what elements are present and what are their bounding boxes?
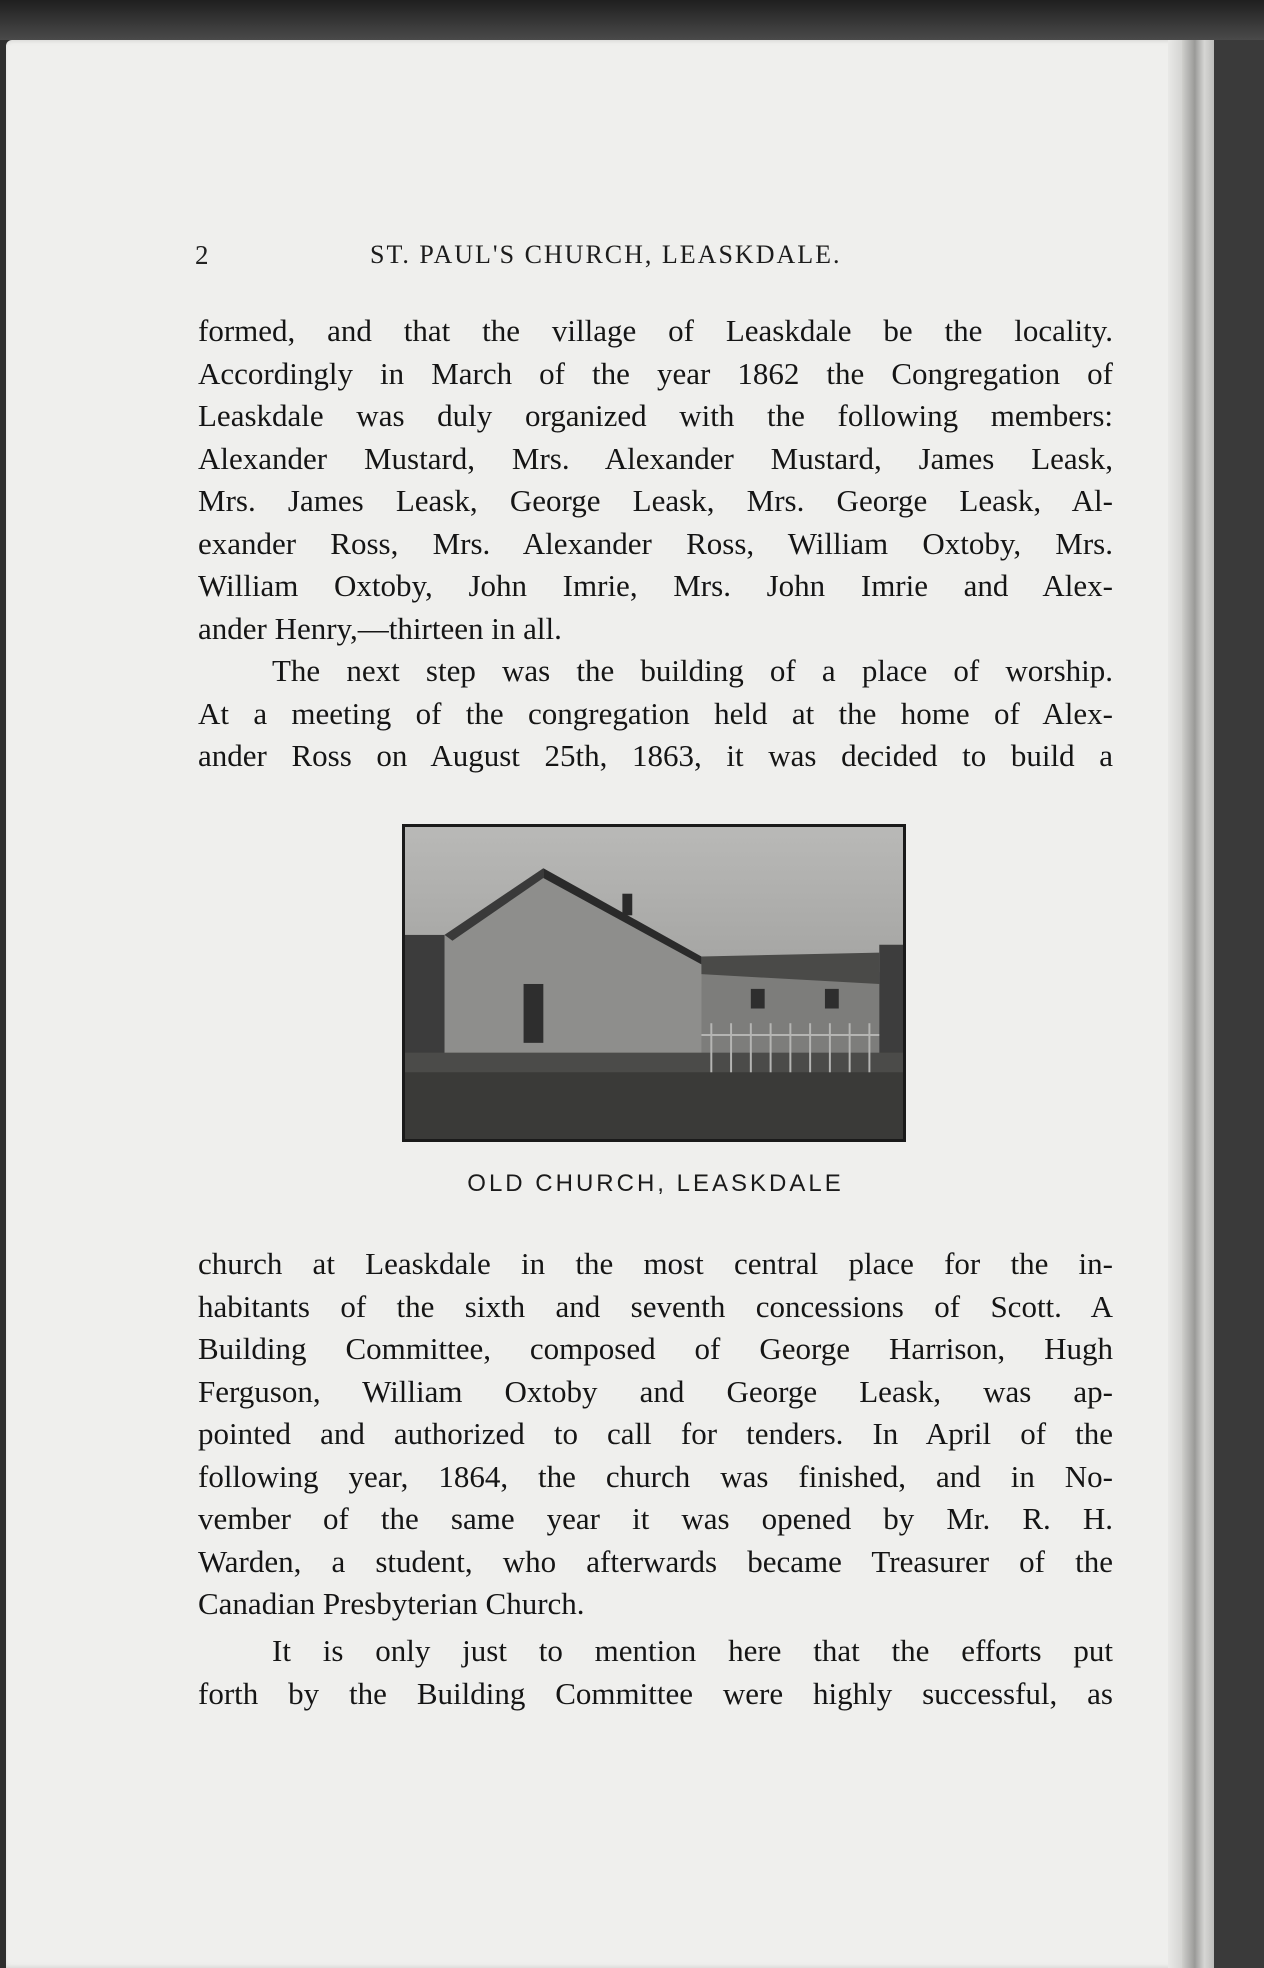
text-line: exander Ross, Mrs. Alexander Ross, William Oxtoby, Mrs. bbox=[198, 525, 1113, 561]
paragraph-worship bbox=[198, 650, 1113, 778]
text-line: following year, 1864, the church was finished, and in No- bbox=[198, 1458, 1113, 1494]
paragraph-efforts bbox=[198, 1630, 1113, 1715]
text-line: William Oxtoby, John Imrie, Mrs. John Imrie and Alex- bbox=[198, 568, 1113, 603]
paragraph-members bbox=[198, 310, 1113, 650]
text-line: pointed and authorized to call for tenders. In April of the bbox=[198, 1416, 1113, 1451]
church-photo-illustration bbox=[405, 827, 903, 1139]
scan-top-edge bbox=[0, 0, 1264, 40]
text-line: Leaskdale was duly organized with the following members: bbox=[198, 398, 1113, 433]
text-line: The next step was the building of a place of worship. bbox=[272, 653, 1113, 688]
text-line: Ferguson, William Oxtoby and George Leask, was ap- bbox=[198, 1373, 1113, 1409]
text-line: Mrs. James Leask, George Leask, Mrs. George Leask, Al- bbox=[198, 483, 1113, 518]
page-fore-edge bbox=[1182, 40, 1214, 1968]
figure-caption: OLD CHURCH, LEASKDALE bbox=[467, 1170, 844, 1197]
text-line: forth by the Building Committee were highly successful, as bbox=[198, 1675, 1113, 1711]
text-line: ander Henry,—thirteen in all. bbox=[198, 610, 562, 646]
text-line: church at Leaskdale in the most central place for the in- bbox=[198, 1246, 1113, 1281]
text-line: formed, and that the village of Leaskdale be the locality. bbox=[198, 313, 1113, 348]
paragraph-building-committee bbox=[198, 1243, 1113, 1626]
text-line: Canadian Presbyterian Church. bbox=[198, 1586, 585, 1621]
text-line: ander Ross on August 25th, 1863, it was decided to build a bbox=[198, 738, 1113, 773]
text-line: Building Committee, composed of George Harrison, Hugh bbox=[198, 1331, 1113, 1366]
running-title: ST. PAUL'S CHURCH, LEASKDALE. bbox=[370, 240, 842, 269]
text-line: It is only just to mention here that the efforts put bbox=[272, 1633, 1113, 1668]
old-church-photo bbox=[402, 824, 906, 1142]
running-head bbox=[195, 240, 1110, 280]
text-line: At a meeting of the congregation held at the home of Alex- bbox=[198, 695, 1113, 731]
page-fore-edge-inner bbox=[1168, 40, 1182, 1968]
text-line: Accordingly in March of the year 1862 the Congregation of bbox=[198, 355, 1113, 391]
text-line: Alexander Mustard, Mrs. Alexander Mustard, James Leask, bbox=[198, 440, 1113, 476]
page-number: 2 bbox=[195, 240, 209, 270]
text-line: Warden, a student, who afterwards became Treasurer of the bbox=[198, 1543, 1113, 1579]
text-line: habitants of the sixth and seventh concessions of Scott. A bbox=[198, 1288, 1113, 1324]
text-line: vember of the same year it was opened by Mr. R. H. bbox=[198, 1501, 1113, 1536]
